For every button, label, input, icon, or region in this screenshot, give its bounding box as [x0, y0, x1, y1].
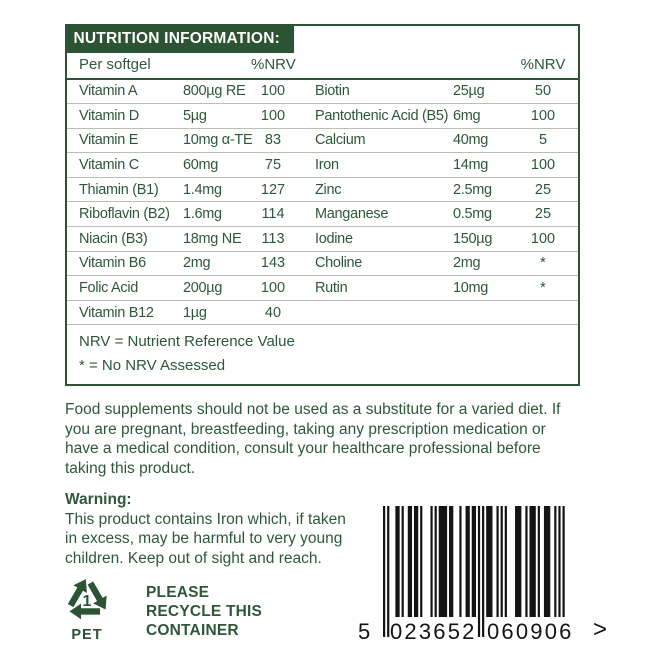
recycle-message [146, 584, 262, 640]
supplement-advisory-text [65, 400, 625, 478]
nutrient-amount: 10mg [453, 280, 489, 297]
text-line: you are pregnant, breastfeeding, taking any prescription medication or [65, 420, 546, 438]
table-row [67, 178, 578, 203]
barcode-bar [529, 506, 535, 617]
nutrient-nrv: 100 [530, 107, 556, 124]
nutrient-amount: 2mg [453, 255, 481, 272]
nutrient-nrv: 50 [534, 83, 552, 100]
barcode-bar [402, 506, 404, 617]
nutrient-nrv: 25 [534, 206, 552, 223]
barcode-bar [449, 506, 453, 617]
text-line: PLEASE [146, 584, 210, 601]
barcode-bar [478, 506, 480, 637]
nutrient-amount: 2.5mg [453, 181, 492, 198]
nutrient-nrv: 100 [530, 157, 556, 174]
barcode-bar [515, 506, 521, 617]
nutrient-name: Iron [315, 157, 339, 174]
barcode-bar [395, 506, 399, 617]
nutrient-name: Vitamin A [79, 83, 138, 100]
barcode-bar [420, 506, 422, 617]
table-row [67, 129, 578, 154]
text-line: This product contains Iron which, if taken [65, 510, 346, 528]
nutrient-nrv: 75 [264, 157, 282, 174]
barcode-bar [459, 506, 461, 617]
nutrient-nrv: * [540, 280, 546, 297]
nutrient-name: Riboflavin (B2) [79, 206, 170, 223]
nutrient-amount: 5µg [183, 107, 207, 124]
table-row [67, 104, 578, 129]
nutrient-nrv: 113 [261, 230, 285, 247]
barcode-bar [538, 506, 540, 617]
barcode-bar [435, 506, 437, 617]
barcode-bar [430, 506, 432, 617]
nutrition-panel-title: NUTRITION INFORMATION: [65, 24, 294, 53]
nutrient-name: Vitamin C [79, 157, 139, 174]
table-notes [67, 325, 578, 384]
recycle-material-label: PET [71, 627, 103, 643]
table-row [67, 227, 578, 252]
nutrient-amount: 200µg [183, 280, 223, 297]
nutrient-nrv: 100 [260, 83, 286, 100]
nutrient-amount: 25µg [453, 83, 485, 100]
nutrient-amount: 6mg [453, 107, 481, 124]
nutrient-name: Vitamin E [79, 132, 139, 149]
table-row [67, 252, 578, 277]
nutrient-name: Vitamin B6 [79, 255, 146, 272]
barcode-bar [562, 506, 564, 617]
nutrition-panel [65, 24, 580, 386]
warning-text [65, 510, 385, 569]
text-line: taking this product. [65, 459, 196, 477]
nutrient-amount: 1.6mg [183, 206, 222, 223]
nutrient-nrv: 83 [264, 132, 282, 149]
barcode-bar [387, 506, 389, 637]
text-line: have a medical condition, consult your healthcare professional before [65, 440, 541, 458]
table-row [67, 301, 578, 326]
warning-section [65, 490, 385, 568]
nutrient-name: Iodine [315, 230, 353, 247]
nutrient-nrv: 40 [264, 304, 282, 321]
barcode-group2: 060906 [487, 619, 574, 644]
nutrient-name: Manganese [315, 206, 389, 223]
nutrient-amount: 10mg α-TE [183, 132, 253, 149]
nutrient-name: Rutin [315, 280, 348, 297]
barcode-bar [486, 506, 492, 617]
barcode-bar [501, 506, 503, 617]
nutrient-amount: 1µg [183, 304, 207, 321]
recycle-icon [62, 577, 112, 643]
nutrient-name: Niacin (B3) [79, 230, 148, 247]
table-row [67, 276, 578, 301]
nutrient-nrv: 114 [261, 206, 285, 223]
text-line: children. Keep out of sight and reach. [65, 549, 322, 567]
table-row [67, 80, 578, 105]
nutrient-name: Biotin [315, 83, 350, 100]
nutrient-amount: 800µg RE [183, 83, 246, 100]
nutrient-nrv: 100 [260, 280, 286, 297]
nutrient-nrv: 25 [534, 181, 552, 198]
nrv-header-right: %NRV [520, 55, 566, 73]
barcode-bar [554, 506, 556, 617]
barcode-bar [544, 506, 550, 617]
nutrient-name: Folic Acid [79, 280, 139, 297]
barcode-bar [466, 506, 470, 617]
barcode-lead-digit: 5 [358, 619, 371, 644]
barcode [358, 506, 608, 646]
barcode-bar [525, 506, 527, 617]
nrv-header-left: %NRV [251, 55, 296, 73]
nutrient-nrv: 100 [260, 107, 286, 124]
barcode-bar [505, 506, 507, 617]
asterisk-note: * = No NRV Assessed [79, 357, 226, 375]
nutrient-name: Zinc [315, 181, 342, 198]
nutrient-nrv: 143 [260, 255, 286, 272]
text-line: Food supplements should not be used as a substitute for a varied diet. If [65, 401, 561, 418]
barcode-bar [558, 506, 560, 617]
text-line: CONTAINER [146, 621, 239, 639]
table-row [67, 202, 578, 227]
nutrient-amount: 1.4mg [183, 181, 222, 198]
nutrient-amount: 18mg NE [183, 230, 242, 247]
nutrition-table [67, 80, 578, 326]
text-line: in excess, may be harmful to very young [65, 530, 343, 548]
barcode-bar [496, 506, 498, 617]
nutrient-amount: 60mg [183, 157, 219, 174]
warning-title: Warning: [65, 491, 132, 508]
nrv-note: NRV = Nutrient Reference Value [79, 333, 295, 351]
nutrient-amount: 14mg [453, 157, 489, 174]
barcode-bar [414, 506, 418, 617]
barcode-bar [439, 506, 447, 617]
barcode-bar [482, 506, 484, 637]
nutrient-nrv: 100 [530, 230, 556, 247]
barcode-bar [408, 506, 412, 617]
nutrient-nrv: * [540, 255, 546, 272]
barcode-bar [472, 506, 476, 617]
per-serving-label: Per softgel [79, 55, 151, 73]
nutrient-name: Thiamin (B1) [79, 181, 159, 198]
recycle-code: 1 [82, 593, 92, 610]
nutrient-name: Choline [315, 255, 363, 272]
nutrient-amount: 2mg [183, 255, 211, 272]
barcode-bar [383, 506, 385, 637]
barcode-chevron: > [593, 616, 608, 643]
nutrient-name: Calcium [315, 132, 366, 149]
nutrient-name: Vitamin B12 [79, 304, 154, 321]
table-row [67, 153, 578, 178]
text-line: RECYCLE THIS [146, 602, 263, 620]
nutrient-name: Pantothenic Acid (B5) [315, 107, 449, 124]
nutrient-amount: 0.5mg [453, 206, 492, 223]
barcode-group1: 023652 [390, 619, 477, 644]
nutrient-name: Vitamin D [79, 107, 139, 124]
nutrient-nrv: 5 [538, 132, 548, 149]
nutrient-amount: 150µg [453, 230, 493, 247]
nutrient-amount: 40mg [453, 132, 489, 149]
nutrient-nrv: 127 [260, 181, 286, 198]
